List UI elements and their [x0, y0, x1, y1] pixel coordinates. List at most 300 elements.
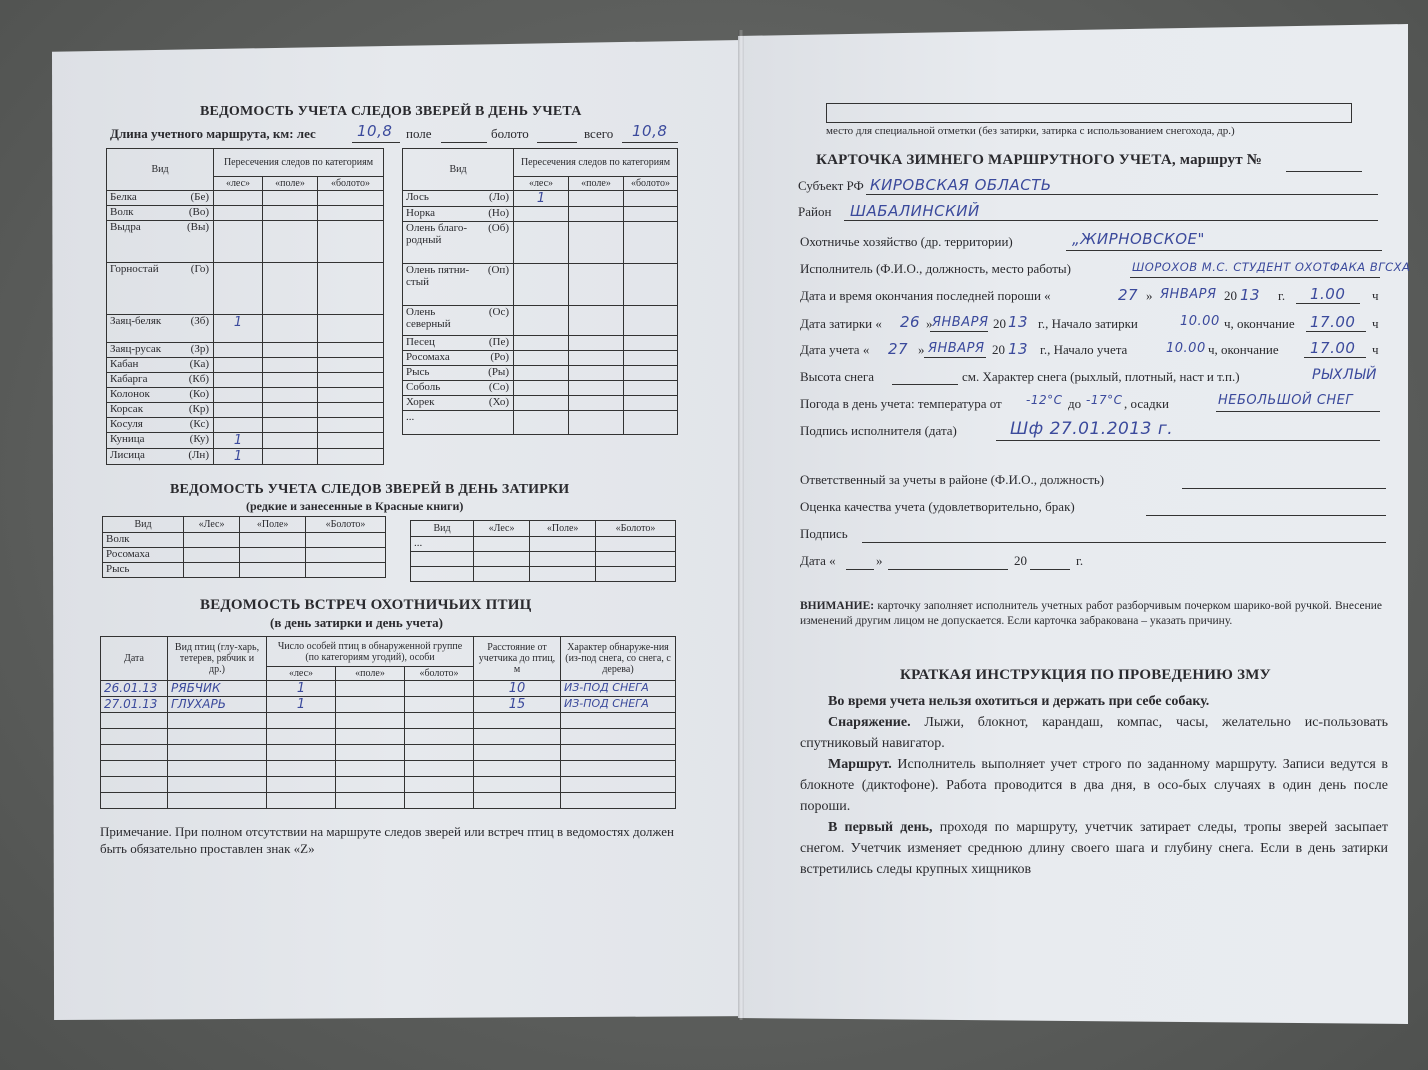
swamp-count: [624, 366, 678, 381]
species-cell: [403, 306, 514, 336]
bird-forest-count: [267, 793, 336, 809]
forest-count: 1: [214, 433, 263, 449]
species-code: (Ко): [189, 388, 209, 400]
instruction-p3-bold: Маршрут.: [828, 757, 892, 772]
th-bird-species: Вид птиц (глу-харь, тетерев, рябчик и др.): [168, 637, 267, 681]
bird-distance: 15: [474, 697, 561, 713]
bird-forest-count: [267, 745, 336, 761]
signature-label: Подпись исполнителя (дата): [800, 423, 957, 438]
th-forest: «Лес»: [474, 521, 530, 537]
species-cell: [107, 343, 214, 358]
species-cell: [403, 207, 514, 222]
bird-field-count: [336, 761, 405, 777]
species-name: [411, 567, 474, 582]
bird-character: [561, 713, 676, 729]
table-row: [403, 351, 678, 366]
species-cell: [107, 433, 214, 449]
tracks-table-left: [106, 148, 384, 465]
executor-label: Исполнитель (Ф.И.О., должность, место работы): [800, 261, 1071, 276]
bird-swamp-count: [405, 697, 474, 713]
bird-character: [561, 793, 676, 809]
bird-field-count: [336, 793, 405, 809]
last-snow-time: 1.00: [1310, 285, 1346, 303]
route-total-value: 10,8: [632, 122, 668, 140]
bird-distance: [474, 793, 561, 809]
page-fold: [738, 30, 744, 1020]
count-cell: [184, 548, 240, 563]
species-code: (Кс): [189, 418, 209, 430]
species-code: (Кб): [188, 373, 209, 385]
table-row: [107, 315, 384, 343]
last-snow-year-suffix: г.: [1278, 288, 1286, 303]
forest-count: [214, 206, 263, 221]
count-end: 17.00: [1310, 339, 1356, 357]
bird-species: [168, 713, 267, 729]
table-row: [107, 433, 384, 449]
species-name: Выдра: [110, 221, 141, 233]
forest-count: [214, 403, 263, 418]
district-value: ШАБАЛИНСКИЙ: [850, 202, 980, 220]
field-count: [569, 264, 624, 306]
snow-height-label: Высота снега: [800, 369, 874, 384]
th-distance: Расстояние от учетчика до птиц, м: [474, 637, 561, 681]
table-row: [101, 697, 676, 713]
forest-count: [214, 373, 263, 388]
wipe-start: 10.00: [1180, 314, 1220, 329]
species-cell: [403, 222, 514, 264]
th-character: Характер обнаруже-ния (из-под снега, со снега, с дерева): [561, 637, 676, 681]
species-code: (Лн): [188, 449, 209, 461]
species-code: (Об): [488, 222, 509, 234]
precip-value: НЕБОЛЬШОЙ СНЕГ: [1218, 393, 1354, 408]
table-row: [107, 343, 384, 358]
bird-swamp-count: [405, 793, 474, 809]
bird-field-count: [336, 777, 405, 793]
swamp-count: [624, 381, 678, 396]
route-number-line: [1286, 155, 1362, 172]
count-start-label: г., Начало учета: [1040, 342, 1128, 357]
species-name: Корсак: [110, 403, 144, 415]
species-code: (Ос): [488, 306, 509, 318]
species-cell: [107, 388, 214, 403]
species-name: Колонок: [110, 388, 150, 400]
field-count: [263, 315, 318, 343]
forest-count: [514, 306, 569, 336]
last-snow-year-prefix: 20: [1224, 288, 1237, 303]
tracks-wipe-day-subtitle: (редкие и занесенные в Красные книги): [246, 499, 464, 513]
count-cell: [530, 537, 596, 552]
bird-distance: [474, 729, 561, 745]
last-snow-year: 13: [1240, 286, 1261, 304]
table-row: [101, 745, 676, 761]
field-count: [569, 222, 624, 264]
th-swamp: «болото»: [318, 177, 384, 191]
table-row: [107, 221, 384, 263]
count-cell: [240, 563, 306, 578]
forest-count: [214, 358, 263, 373]
sign-line: [862, 526, 1386, 543]
count-end-label: ч, окончание: [1208, 342, 1279, 357]
th-species: Вид: [411, 521, 474, 537]
quote-close: »: [1146, 288, 1153, 303]
bird-swamp-count: [405, 761, 474, 777]
field-count: [263, 449, 318, 465]
field-count: [263, 433, 318, 449]
species-cell: [107, 263, 214, 315]
swamp-count: [318, 358, 384, 373]
species-cell: [107, 221, 214, 263]
instruction-p2: [800, 712, 1388, 754]
route-length-label: Длина учетного маршрута, км: лес: [110, 126, 316, 141]
bird-distance: [474, 745, 561, 761]
count-cell: [596, 537, 676, 552]
th-field: «Поле»: [240, 517, 306, 533]
bird-character: ИЗ-ПОД СНЕГА: [561, 697, 676, 713]
bird-swamp-count: [405, 713, 474, 729]
instruction-p4: [800, 817, 1388, 880]
snow-height-line: [892, 368, 958, 385]
table-row: [403, 366, 678, 381]
count-cell: [306, 563, 386, 578]
field-count: [263, 191, 318, 206]
count-month: ЯНВАРЯ: [928, 341, 985, 356]
birds-subtitle: (в день затирки и день учета): [270, 615, 443, 630]
species-code: (Ло): [488, 191, 509, 203]
field-count: [263, 221, 318, 263]
date-day-line: [846, 553, 874, 570]
bird-species: [168, 745, 267, 761]
forest-count: 1: [214, 315, 263, 343]
th-field: «Поле»: [530, 521, 596, 537]
th-crossings: Пересечения следов по категориям: [214, 149, 384, 177]
temp-from: -12°C: [1026, 393, 1063, 407]
hour-label: ч: [1372, 342, 1379, 357]
bird-field-count: [336, 713, 405, 729]
species-name: Заяц-беляк: [110, 315, 162, 327]
bird-forest-count: 1: [267, 697, 336, 713]
swamp-count: [624, 411, 678, 435]
responsible-line: [1182, 472, 1386, 489]
forest-count: [514, 264, 569, 306]
route-swamp-line: [537, 126, 577, 143]
field-count: [569, 191, 624, 207]
field-count: [569, 351, 624, 366]
last-snow-label: Дата и время окончания последней пороши «: [800, 288, 1051, 303]
hour-label: ч: [1372, 288, 1379, 303]
bird-character: [561, 745, 676, 761]
instruction-p4-text: проходя по маршруту, учетчик затирает следы, тропы зверей засыпает снегом. Учетчик изменяет среднюю длину своего шага и глубину снега. Если в день затирки встретились следы крупных хищников: [800, 820, 1388, 877]
count-day: 27: [888, 340, 909, 358]
species-cell: [403, 366, 514, 381]
count-cell: [184, 533, 240, 548]
weather-label: Погода в день учета: температура от: [800, 396, 1002, 411]
table-row: [107, 449, 384, 465]
species-name: Норка: [406, 207, 436, 219]
th-forest: «лес»: [214, 177, 263, 191]
species-name: Росомаха: [406, 351, 450, 363]
species-name: [411, 552, 474, 567]
forest-count: [214, 343, 263, 358]
th-swamp: «болото»: [624, 177, 678, 191]
bird-distance: [474, 761, 561, 777]
wipe-month: ЯНВАРЯ: [932, 315, 989, 330]
forest-count: [214, 221, 263, 263]
swamp-count: [624, 306, 678, 336]
th-date: Дата: [101, 637, 168, 681]
th-species: Вид: [403, 149, 514, 191]
bird-forest-count: [267, 729, 336, 745]
table-row: [101, 713, 676, 729]
species-name: ...: [406, 411, 415, 423]
count-cell: [530, 552, 596, 567]
bird-forest-count: 1: [267, 681, 336, 697]
species-cell: [403, 336, 514, 351]
temp-to: -17°C: [1086, 393, 1123, 407]
species-code: (Ры): [488, 366, 509, 378]
field-count: [569, 306, 624, 336]
species-code: (Вы): [186, 221, 209, 233]
bird-forest-count: [267, 777, 336, 793]
swamp-count: [318, 315, 384, 343]
table-row: [103, 563, 386, 578]
special-mark-box: [826, 103, 1352, 123]
note-text: Примечание. При полном отсутствии на маршруте следов зверей или встреч птиц в ведомостях должен быть обязательно проставлен знак «Z»: [100, 824, 674, 856]
species-cell: [403, 351, 514, 366]
wipe-year-prefix: 20: [993, 316, 1006, 331]
species-name: Лось: [406, 191, 429, 203]
table-row: [107, 373, 384, 388]
rare-tracks-table-right: [410, 520, 676, 582]
forest-count: [514, 396, 569, 411]
bird-date: [101, 777, 168, 793]
field-count: [263, 418, 318, 433]
table-row: [403, 264, 678, 306]
th-field: «поле»: [336, 667, 405, 681]
count-cell: [474, 567, 530, 582]
species-cell: [403, 191, 514, 207]
attention-bold: ВНИМАНИЕ:: [800, 600, 875, 612]
field-count: [263, 403, 318, 418]
swamp-count: [318, 449, 384, 465]
table-row: [107, 403, 384, 418]
bird-swamp-count: [405, 777, 474, 793]
th-forest: «Лес»: [184, 517, 240, 533]
th-count: Число особей птиц в обнаруженной группе (по категориям угодий), особи: [267, 637, 474, 667]
th-forest: «лес»: [267, 667, 336, 681]
species-cell: [107, 358, 214, 373]
swamp-count: [318, 373, 384, 388]
forest-count: [514, 381, 569, 396]
table-row: [411, 552, 676, 567]
species-cell: [107, 449, 214, 465]
species-code: (Но): [488, 207, 509, 219]
th-swamp: «Болото»: [596, 521, 676, 537]
bird-swamp-count: [405, 681, 474, 697]
date-g: г.: [1076, 553, 1084, 568]
species-code: (Го): [190, 263, 209, 275]
count-cell: [596, 552, 676, 567]
forest-count: 1: [514, 191, 569, 207]
species-name: Кабарга: [110, 373, 148, 385]
field-count: [569, 396, 624, 411]
forest-count: [514, 411, 569, 435]
th-forest: «лес»: [514, 177, 569, 191]
bird-field-count: [336, 745, 405, 761]
instruction-p3: [800, 754, 1388, 817]
instruction-p2-text: Лыжи, блокнот, карандаш, компас, часы, желательно ис-пользовать спутниковый навигатор.: [800, 715, 1388, 751]
swamp-count: [318, 403, 384, 418]
species-name: Кабан: [110, 358, 139, 370]
species-name: ...: [411, 537, 474, 552]
species-code: (Ка): [189, 358, 209, 370]
count-cell: [306, 533, 386, 548]
tracks-wipe-day-title: ВЕДОМОСТЬ УЧЕТА СЛЕДОВ ЗВЕРЕЙ В ДЕНЬ ЗАТИРКИ: [170, 482, 570, 497]
wipe-year: 13: [1008, 313, 1029, 331]
bird-date: [101, 729, 168, 745]
bird-species: [168, 729, 267, 745]
bird-swamp-count: [405, 745, 474, 761]
bird-character: ИЗ-ПОД СНЕГА: [561, 681, 676, 697]
bird-species: [168, 761, 267, 777]
bird-distance: [474, 777, 561, 793]
count-cell: [306, 548, 386, 563]
table-row: [107, 206, 384, 221]
table-row: [107, 263, 384, 315]
bird-distance: 10: [474, 681, 561, 697]
bird-character: [561, 777, 676, 793]
forest-count: [214, 418, 263, 433]
date-month-line: [888, 553, 1008, 570]
table-row: [101, 793, 676, 809]
forest-count: [214, 388, 263, 403]
bird-date: [101, 745, 168, 761]
count-label: Дата учета «: [800, 342, 870, 357]
signature-value: Шф 27.01.2013 г.: [1010, 419, 1174, 439]
forest-count: [514, 336, 569, 351]
route-forest-value: 10,8: [357, 122, 393, 140]
tracks-count-day-title: ВЕДОМОСТЬ УЧЕТА СЛЕДОВ ЗВЕРЕЙ В ДЕНЬ УЧЕТА: [200, 104, 582, 119]
species-cell: [403, 411, 514, 435]
hunting-value: „ЖИРНОВСКОЕ": [1072, 230, 1205, 248]
forest-count: [514, 207, 569, 222]
species-cell: [403, 396, 514, 411]
bird-distance: [474, 713, 561, 729]
species-code: (Ро): [490, 351, 509, 363]
wipe-end: 17.00: [1310, 313, 1356, 331]
species-cell: [107, 418, 214, 433]
species-name: Белка: [110, 191, 137, 203]
swamp-count: [624, 351, 678, 366]
swamp-count: [318, 191, 384, 206]
species-code: (Бе): [190, 191, 209, 203]
species-cell: [107, 315, 214, 343]
species-code: (Со): [488, 381, 509, 393]
field-count: [569, 366, 624, 381]
species-name: Песец: [406, 336, 435, 348]
forest-count: 1: [214, 449, 263, 465]
table-row: [411, 567, 676, 582]
table-row: [411, 537, 676, 552]
swamp-count: [318, 343, 384, 358]
quality-line: [1146, 499, 1386, 516]
count-year: 13: [1008, 340, 1029, 358]
th-field: «поле»: [569, 177, 624, 191]
table-row: [403, 381, 678, 396]
species-cell: [403, 381, 514, 396]
species-code: (Оп): [487, 264, 509, 276]
count-cell: [184, 563, 240, 578]
bird-character: [561, 729, 676, 745]
field-count: [263, 206, 318, 221]
subject-value: КИРОВСКАЯ ОБЛАСТЬ: [870, 176, 1052, 194]
count-cell: [530, 567, 596, 582]
swamp-count: [624, 207, 678, 222]
field-count: [569, 381, 624, 396]
bird-date: [101, 793, 168, 809]
count-cell: [596, 567, 676, 582]
count-cell: [474, 552, 530, 567]
bird-field-count: [336, 729, 405, 745]
swamp-count: [318, 206, 384, 221]
species-name: Волк: [103, 533, 184, 548]
species-name: Соболь: [406, 381, 441, 393]
table-row: [107, 358, 384, 373]
swamp-count: [624, 264, 678, 306]
table-row: [403, 306, 678, 336]
instruction-p1: Во время учета нельзя охотиться и держать при себе собаку.: [828, 694, 1210, 709]
instruction-p3-text: Исполнитель выполняет учет строго по заданному маршруту. Записи ведутся в блокноте (диктофоне). Работа проводится в два дня, в осо-бых случаях в один день после пороши.: [800, 757, 1389, 814]
th-swamp: «болото»: [405, 667, 474, 681]
swamp-count: [318, 221, 384, 263]
bird-species: [168, 777, 267, 793]
bird-field-count: [336, 681, 405, 697]
rare-tracks-table-left: [102, 516, 386, 578]
species-code: (Во): [188, 206, 209, 218]
bird-species: [168, 793, 267, 809]
count-cell: [474, 537, 530, 552]
precip-label: , осадки: [1124, 396, 1169, 411]
forest-count: [514, 222, 569, 264]
instruction-p2-bold: Снаряжение.: [828, 715, 911, 730]
th-species: Вид: [107, 149, 214, 191]
species-name: Рысь: [103, 563, 184, 578]
hunting-label: Охотничье хозяйство (др. территории): [800, 234, 1013, 249]
th-swamp: «Болото»: [306, 517, 386, 533]
instruction-title: КРАТКАЯ ИНСТРУКЦИЯ ПО ПРОВЕДЕНИЮ ЗМУ: [900, 667, 1271, 683]
species-name: Заяц-русак: [110, 343, 162, 355]
forest-count: [514, 366, 569, 381]
field-count: [569, 336, 624, 351]
wipe-start-label: г., Начало затирки: [1038, 316, 1138, 331]
table-row: [403, 207, 678, 222]
bird-species: РЯБЧИК: [168, 681, 267, 697]
forest-count: [514, 351, 569, 366]
sign-label: Подпись: [800, 526, 848, 541]
field-count: [263, 263, 318, 315]
species-name: Олень северный: [406, 306, 451, 330]
wipe-day: 26: [900, 313, 921, 331]
field-count: [263, 343, 318, 358]
last-snow-month: ЯНВАРЯ: [1160, 287, 1217, 302]
card-title: КАРТОЧКА ЗИМНЕГО МАРШРУТНОГО УЧЕТА, маршрут №: [816, 152, 1263, 168]
th-species: Вид: [103, 517, 184, 533]
bird-swamp-count: [405, 729, 474, 745]
date-year-line: [1030, 553, 1070, 570]
species-cell: [107, 191, 214, 206]
table-row: [101, 761, 676, 777]
bird-forest-count: [267, 713, 336, 729]
quality-label: Оценка качества учета (удовлетворительно, брак): [800, 499, 1075, 514]
